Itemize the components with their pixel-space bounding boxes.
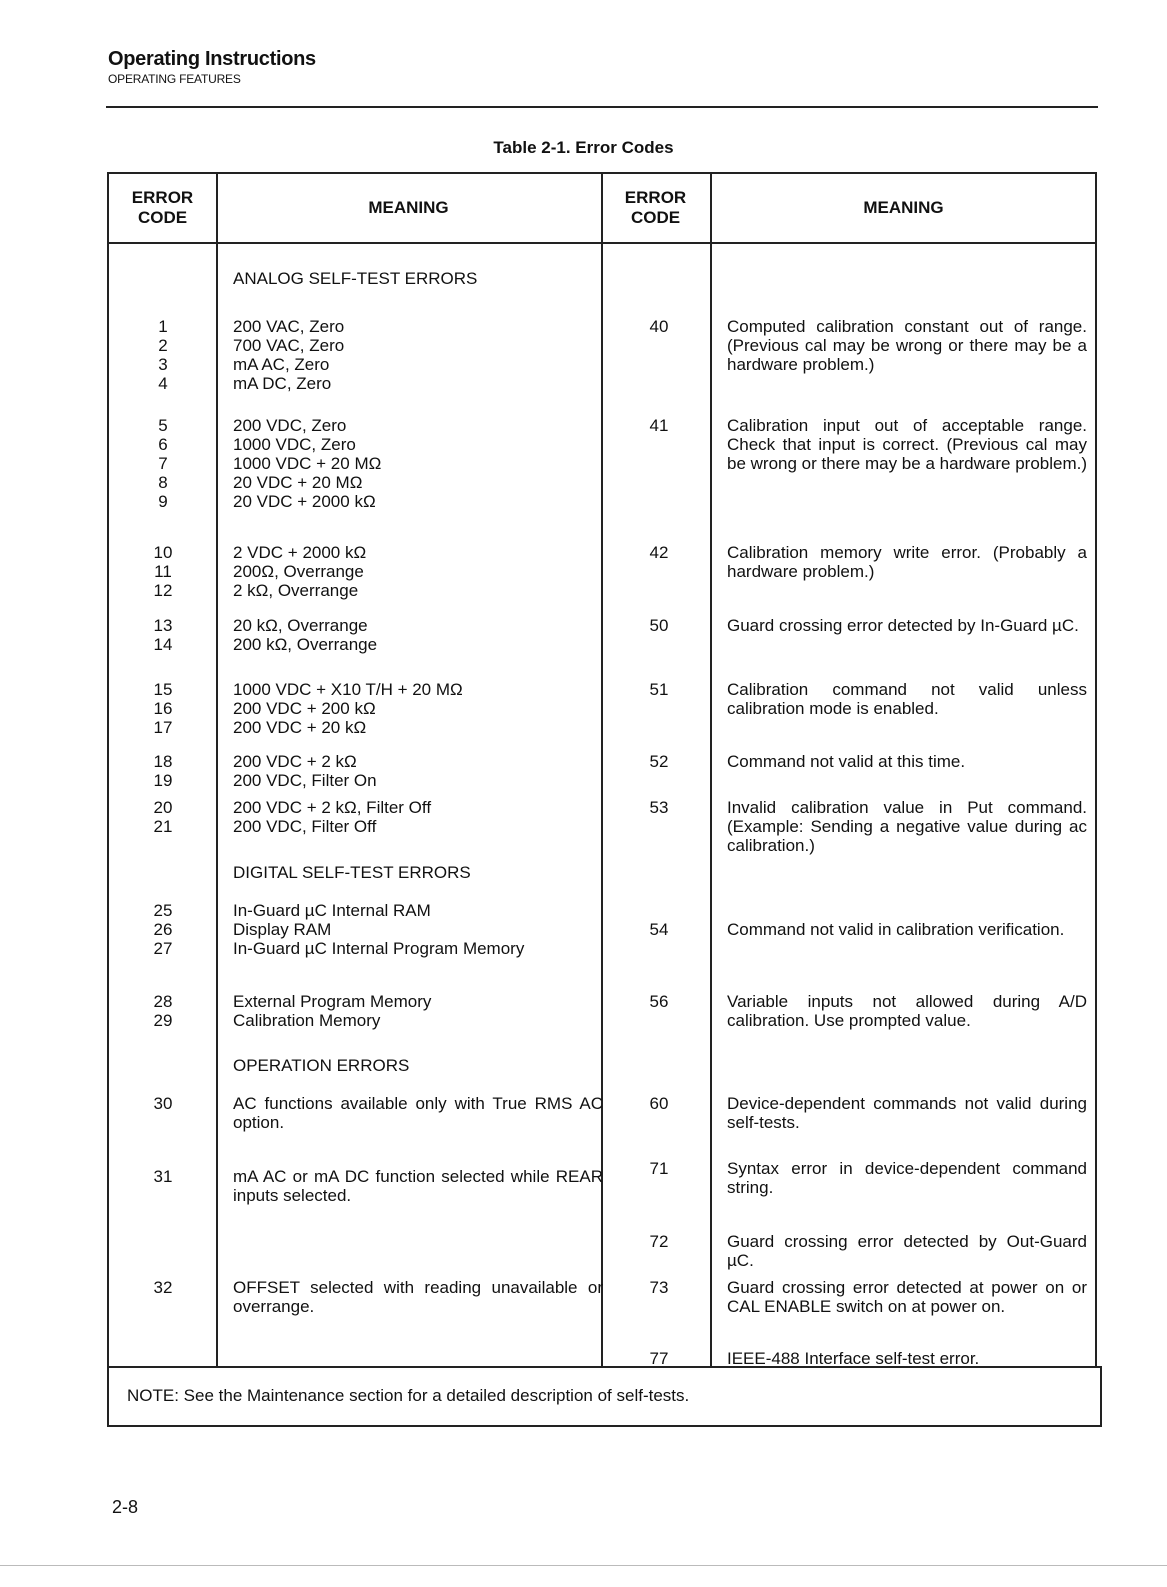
right-meaning: Guard crossing error detected by In-Guard µC. (727, 616, 1079, 635)
left-codes: 15 16 17 (153, 680, 173, 737)
left-codes: 10 11 12 (153, 543, 173, 600)
right-meaning: Device-dependent commands not valid during self-tests. (727, 1094, 1087, 1132)
left-codes: 28 29 (153, 992, 173, 1030)
right-meaning: Calibration input out of acceptable range. Check that input is correct. (Previous cal may be wrong or there may be a hardware problem.) (727, 416, 1088, 473)
right-code: 73 (649, 1278, 669, 1297)
left-meaning: In-Guard µC Internal RAM Display RAM In-Guard µC Internal Program Memory (233, 901, 525, 958)
left-codes: 13 14 (153, 616, 173, 654)
left-codes: 18 19 (153, 752, 173, 790)
section-operation: OPERATION ERRORS (233, 1056, 410, 1075)
right-code: 71 (649, 1159, 669, 1178)
right-meaning: Calibration command not valid unless calibration mode is enabled. (727, 680, 1087, 718)
left-meaning: mA AC or mA DC function selected while REAR inputs selected. (233, 1167, 603, 1205)
left-meaning: OFFSET selected with reading unavailable or overrange. (233, 1278, 603, 1316)
page-number: 2-8 (112, 1497, 139, 1517)
column-divider (710, 174, 712, 1366)
right-meaning: IEEE-488 Interface self-test error. (727, 1349, 980, 1368)
right-code: 77 (649, 1349, 669, 1368)
right-code: 60 (649, 1094, 669, 1113)
right-meaning: Guard crossing error detected at power on or CAL ENABLE switch on at power on. (727, 1278, 1087, 1316)
left-codes: 32 (153, 1278, 173, 1297)
section-analog: ANALOG SELF-TEST ERRORS (233, 269, 478, 288)
left-meaning: 200 VDC + 2 kΩ 200 VDC, Filter On (233, 752, 377, 790)
right-code: 40 (649, 317, 669, 336)
right-meaning: Calibration memory write error. (Probably a hardware problem.) (727, 543, 1087, 581)
right-code: 72 (649, 1232, 669, 1251)
right-code: 50 (649, 616, 669, 635)
left-codes: 25 26 27 (153, 901, 173, 958)
left-meaning: 1000 VDC + X10 T/H + 20 MΩ 200 VDC + 200 kΩ 200 VDC + 20 kΩ (233, 680, 463, 737)
left-meaning: AC functions available only with True RMS AC option. (233, 1094, 603, 1132)
left-meaning: External Program Memory Calibration Memory (233, 992, 432, 1030)
bottom-rule (0, 1565, 1167, 1566)
right-meaning: Syntax error in device-dependent command string. (727, 1159, 1087, 1197)
right-code: 53 (649, 798, 669, 817)
left-meaning: 200 VDC + 2 kΩ, Filter Off 200 VDC, Filter Off (233, 798, 432, 836)
col-header-error-code-right: ERROR CODE (624, 188, 687, 227)
right-meaning: Command not valid in calibration verification. (727, 920, 1065, 939)
right-code: 54 (649, 920, 669, 939)
header-divider (109, 242, 1095, 244)
left-codes: 20 21 (153, 798, 173, 836)
col-header-meaning-right: MEANING (863, 198, 944, 217)
right-code: 42 (649, 543, 669, 562)
right-meaning: Computed calibration constant out of range. (Previous cal may be wrong or there may be a hardware problem.) (727, 317, 1087, 374)
col-header-meaning-left: MEANING (368, 198, 449, 217)
header-title: Operating Instructions (108, 48, 316, 70)
right-code: 52 (649, 752, 669, 771)
left-codes: 31 (153, 1167, 173, 1186)
right-meaning: Invalid calibration value in Put command. (Example: Sending a negative value during ac calibration.) (727, 798, 1087, 855)
right-code: 41 (649, 416, 669, 435)
left-meaning: 2 VDC + 2000 kΩ 200Ω, Overrange 2 kΩ, Overrange (233, 543, 367, 600)
left-meaning: 200 VAC, Zero 700 VAC, Zero mA AC, Zero mA DC, Zero (233, 317, 345, 393)
left-codes: 5 6 7 8 9 (158, 416, 168, 511)
error-codes-table (107, 172, 1097, 1368)
right-meaning: Guard crossing error detected by Out-Guard µC. (727, 1232, 1087, 1270)
left-codes: 1 2 3 4 (158, 317, 168, 393)
right-meaning: Variable inputs not allowed during A/D calibration. Use prompted value. (727, 992, 1087, 1030)
left-meaning: 20 kΩ, Overrange 200 kΩ, Overrange (233, 616, 378, 654)
col-header-error-code-left: ERROR CODE (131, 188, 194, 227)
right-code: 56 (649, 992, 669, 1011)
table-caption: Table 2-1. Error Codes (493, 138, 674, 157)
right-meaning: Command not valid at this time. (727, 752, 966, 771)
header-subtitle: OPERATING FEATURES (108, 72, 241, 86)
column-divider (216, 174, 218, 1366)
left-meaning: 200 VDC, Zero 1000 VDC, Zero 1000 VDC + 20 MΩ 20 VDC + 20 MΩ 20 VDC + 2000 kΩ (233, 416, 382, 511)
header-rule (106, 106, 1098, 108)
left-codes: 30 (153, 1094, 173, 1113)
section-digital: DIGITAL SELF-TEST ERRORS (233, 863, 471, 882)
table-note: NOTE: See the Maintenance section for a detailed description of self-tests. (107, 1366, 1102, 1427)
right-code: 51 (649, 680, 669, 699)
